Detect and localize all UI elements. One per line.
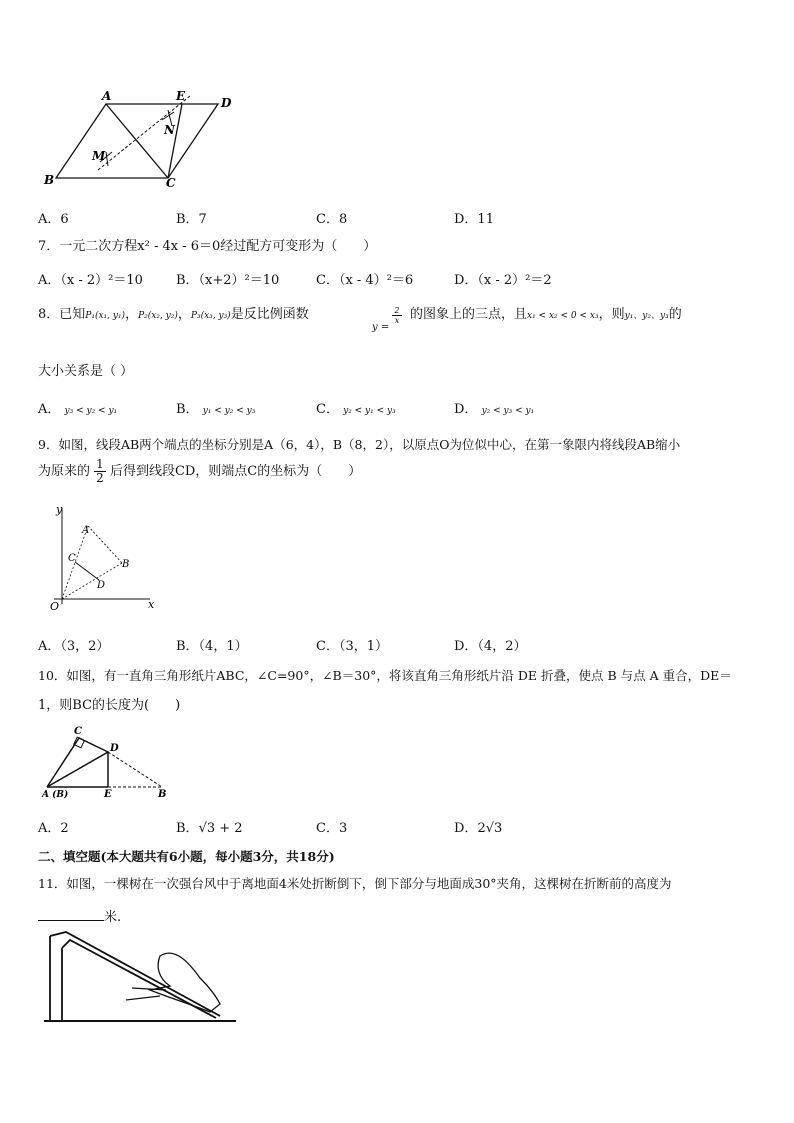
q8-stem-line1b bbox=[410, 303, 682, 322]
q8-prefix: 8．已知 bbox=[38, 307, 86, 322]
q8-option-d-label: D． bbox=[454, 402, 478, 417]
q10-option-b-expr: √3 + 2 bbox=[198, 821, 243, 836]
segment-ab bbox=[88, 526, 122, 563]
q11-stem-line2 bbox=[38, 906, 121, 925]
q8-end: 的 bbox=[668, 307, 682, 322]
q6-option-b[interactable]: B．7 bbox=[176, 212, 207, 227]
q8-option-b-expr: y₁ < y₂ < y₃ bbox=[202, 406, 256, 416]
q8-option-d-expr: y₂ < y₃ < y₁ bbox=[481, 406, 535, 416]
label-d: D bbox=[221, 96, 232, 110]
q6-option-c[interactable]: C．8 bbox=[316, 212, 348, 227]
q10-option-a-expr: 2 bbox=[60, 821, 69, 836]
label-n: N bbox=[164, 123, 175, 137]
q8-option-c-expr: y₂ < y₁ < y₃ bbox=[343, 406, 396, 416]
q8-function bbox=[372, 306, 402, 333]
q8-mid3: ，则 bbox=[598, 307, 625, 322]
label-m: M bbox=[92, 149, 106, 163]
q11-figure bbox=[40, 926, 240, 1026]
q10-option-d[interactable] bbox=[454, 817, 502, 836]
label-d: D bbox=[110, 743, 119, 754]
q8-mid2: 的图象上的三点，且 bbox=[410, 307, 528, 322]
label-e: E bbox=[104, 789, 112, 800]
label-y: y bbox=[56, 503, 63, 516]
q10-option-d-expr: 2√3 bbox=[477, 821, 503, 836]
label-ab: A (B) bbox=[42, 790, 69, 800]
q9-stem-line2 bbox=[38, 458, 361, 485]
q7-option-b[interactable]: B．（x+2）²＝10 bbox=[176, 273, 280, 288]
q10-option-a[interactable] bbox=[38, 817, 69, 836]
label-c: C bbox=[68, 553, 76, 564]
q6-option-d[interactable]: D．11 bbox=[454, 212, 494, 227]
q10-option-c-label: C． bbox=[316, 821, 339, 836]
q8-option-b[interactable] bbox=[176, 398, 255, 417]
q8-p3: P₃(x₃, y₃) bbox=[190, 311, 231, 321]
q10-option-b-label: B． bbox=[176, 821, 199, 836]
q7-stem: 7．一元二次方程x² - 4x - 6＝0经过配方可变形为（ ） bbox=[38, 239, 377, 254]
label-b: B bbox=[122, 559, 130, 570]
label-b: B bbox=[44, 173, 55, 187]
q6-figure bbox=[40, 86, 240, 190]
q8-func-den: x bbox=[394, 316, 400, 325]
section2-title: 二、填空题(本大题共有6小题，每小题3分，共18分) bbox=[38, 849, 335, 864]
label-e: E bbox=[176, 89, 186, 103]
q9-line2a: 为原来的 bbox=[38, 464, 91, 479]
q8-option-a[interactable] bbox=[38, 398, 117, 417]
label-a: A bbox=[102, 89, 112, 103]
q10-option-c[interactable] bbox=[316, 817, 347, 836]
q8-func-lhs: y = bbox=[372, 322, 390, 333]
q8-func-frac bbox=[392, 306, 401, 325]
q9-option-d[interactable]: D．（4，2） bbox=[454, 639, 527, 654]
q8-option-c-label: C． bbox=[316, 402, 339, 417]
q10-stem-line2: 1，则BC的长度为( ) bbox=[38, 698, 181, 713]
q8-stem-line2: 大小关系是（ ） bbox=[38, 364, 134, 379]
q8-func-num: 2 bbox=[394, 306, 400, 315]
q10-stem-line1: 10．如图，有一直角三角形纸片ABC，∠C=90°，∠B＝30°，将该直角三角形纸片沿 DE 折叠，使点 B 与点 A 重合，DE＝ bbox=[38, 668, 732, 683]
ray-ob bbox=[62, 563, 122, 599]
segment-cd bbox=[75, 562, 99, 580]
q6-option-a[interactable]: A．6 bbox=[38, 212, 69, 227]
q9-option-a[interactable]: A．（3，2） bbox=[38, 639, 110, 654]
q11-answer-blank[interactable] bbox=[38, 908, 104, 921]
q7-option-c[interactable]: C．（x - 4）²＝6 bbox=[316, 273, 414, 288]
q8-ys: y₁、y₂、y₃ bbox=[624, 311, 669, 321]
label-a: A bbox=[82, 525, 90, 536]
q9-fraction bbox=[94, 458, 106, 485]
q11-unit: 米. bbox=[104, 910, 122, 925]
label-o: O bbox=[50, 600, 60, 613]
q9-figure bbox=[44, 500, 160, 614]
q8-option-a-expr: y₃ < y₂ < y₁ bbox=[64, 406, 118, 416]
q10-option-b[interactable] bbox=[176, 817, 243, 836]
q8-mid: 是反比例函数 bbox=[230, 307, 309, 322]
q9-line2b: 后得到线段CD，则端点C的坐标为（ ） bbox=[109, 464, 362, 479]
q11-stem-line1: 11．如图，一棵树在一次强台风中于离地面4米处折断倒下，倒下部分与地面成30°夹角，这棵树在折断前的高度为 bbox=[38, 876, 672, 891]
q8-stem-line1: 8．已知P₁(x₁, y₁)，P₂(x₂, y₂)，P₃(x₃, y₃)是反比例函数 bbox=[38, 307, 309, 322]
q10-figure bbox=[40, 724, 170, 800]
q9-option-c[interactable]: C．（3，1） bbox=[316, 639, 388, 654]
label-d: D bbox=[97, 580, 106, 591]
label-c: C bbox=[74, 726, 82, 737]
fallen-bottom bbox=[62, 940, 216, 1018]
q8-option-c[interactable] bbox=[316, 398, 396, 417]
label-x: x bbox=[148, 598, 155, 611]
q8-option-a-label: A． bbox=[38, 402, 61, 417]
label-c: C bbox=[166, 176, 176, 190]
q8-option-b-label: B． bbox=[176, 402, 199, 417]
diagonal-ac bbox=[106, 104, 168, 178]
q9-stem-line1: 9．如图，线段AB两个端点的坐标分别是A（6，4），B（8，2），以原点O为位似中心，在第一象限内将线段AB缩小 bbox=[38, 437, 681, 452]
q10-option-c-expr: 3 bbox=[338, 821, 348, 836]
q10-option-a-label: A． bbox=[38, 821, 61, 836]
q8-p1: P₁(x₁, y₁) bbox=[85, 311, 126, 321]
q8-cond: x₁ < x₂ < 0 < x₃ bbox=[527, 311, 599, 321]
segment-db bbox=[108, 752, 162, 787]
q10-option-d-label: D． bbox=[454, 821, 478, 836]
q8-option-d[interactable] bbox=[454, 398, 534, 417]
q9-frac-num: 1 bbox=[96, 457, 104, 471]
label-b: B bbox=[158, 789, 167, 800]
q7-option-a[interactable]: A．（x - 2）²＝10 bbox=[38, 273, 143, 288]
triangle-acd bbox=[47, 738, 108, 787]
q7-option-d[interactable]: D．（x - 2）²＝2 bbox=[454, 273, 552, 288]
q8-p2: P₂(x₂, y₂) bbox=[138, 311, 178, 321]
q9-option-b[interactable]: B．（4，1） bbox=[176, 639, 248, 654]
q9-frac-den: 2 bbox=[96, 471, 104, 485]
